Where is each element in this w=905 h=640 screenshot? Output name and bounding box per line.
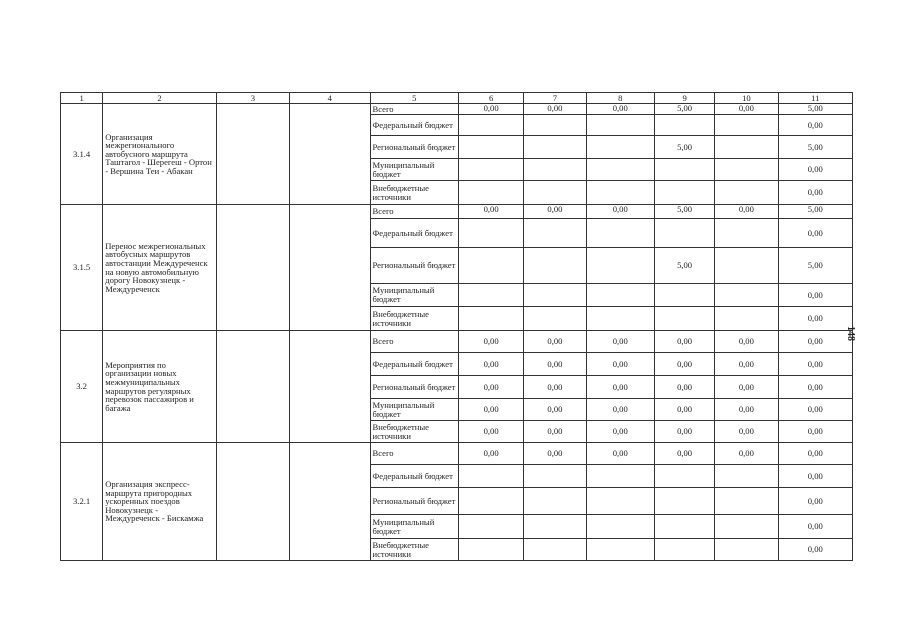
value-cell: [654, 181, 714, 205]
value-cell: [586, 307, 654, 331]
funding-source: Внебюджетные источники: [370, 181, 458, 205]
funding-source: Муниципальный бюджет: [370, 399, 458, 421]
value-cell: [715, 488, 778, 515]
value-cell: [524, 219, 586, 248]
value-cell: 0,00: [524, 205, 586, 219]
empty-cell: [216, 443, 289, 561]
value-cell: 0,00: [715, 331, 778, 353]
value-cell: [458, 488, 523, 515]
value-cell: 0,00: [778, 399, 852, 421]
funding-source: Федеральный бюджет: [370, 115, 458, 136]
value-cell: 0,00: [586, 104, 654, 115]
measure-name: Организация экспресс-маршрута пригородных ускоренных поездов Новокузнецк - Междуреченск - Бискамжа: [103, 443, 217, 561]
funding-source: Региональный бюджет: [370, 248, 458, 284]
value-cell: [458, 159, 523, 181]
value-cell: [524, 248, 586, 284]
value-cell: [715, 515, 778, 539]
value-cell: 0,00: [458, 443, 523, 465]
value-cell: [524, 136, 586, 159]
value-cell: 5,00: [778, 248, 852, 284]
value-cell: 0,00: [458, 421, 523, 443]
empty-cell: [216, 104, 289, 205]
value-cell: 5,00: [654, 136, 714, 159]
column-number: 7: [524, 93, 586, 104]
funding-source: Федеральный бюджет: [370, 465, 458, 488]
funding-source: Региональный бюджет: [370, 136, 458, 159]
value-cell: 0,00: [778, 515, 852, 539]
value-cell: [586, 248, 654, 284]
column-number: 8: [586, 93, 654, 104]
value-cell: [715, 248, 778, 284]
value-cell: 0,00: [586, 421, 654, 443]
value-cell: 0,00: [654, 331, 714, 353]
funding-source: Федеральный бюджет: [370, 353, 458, 376]
value-cell: 0,00: [715, 205, 778, 219]
value-cell: [458, 248, 523, 284]
table-row: [61, 104, 853, 115]
column-number: 5: [370, 93, 458, 104]
value-cell: [458, 181, 523, 205]
value-cell: 0,00: [458, 104, 523, 115]
value-cell: 0,00: [586, 353, 654, 376]
value-cell: [524, 181, 586, 205]
value-cell: [458, 219, 523, 248]
value-cell: [458, 136, 523, 159]
value-cell: 5,00: [778, 136, 852, 159]
column-number: 3: [216, 93, 289, 104]
value-cell: 0,00: [458, 353, 523, 376]
measure-code: 3.2: [61, 331, 103, 443]
value-cell: 0,00: [654, 399, 714, 421]
column-number: 4: [290, 93, 370, 104]
value-cell: 0,00: [715, 421, 778, 443]
value-cell: [654, 488, 714, 515]
funding-source: Всего: [370, 104, 458, 115]
value-cell: [586, 136, 654, 159]
value-cell: [458, 515, 523, 539]
column-number: 11: [778, 93, 852, 104]
value-cell: [586, 159, 654, 181]
value-cell: 0,00: [654, 421, 714, 443]
value-cell: [458, 539, 523, 561]
value-cell: [715, 136, 778, 159]
funding-source: Всего: [370, 443, 458, 465]
value-cell: [524, 115, 586, 136]
measure-name: Перенос межрегиональных автобусных маршрутов автостанции Междуреченск на новую автомобильную дорогу Новокузнецк - Междуреченск: [103, 205, 217, 331]
value-cell: 0,00: [715, 376, 778, 399]
value-cell: [586, 115, 654, 136]
measure-code: 3.1.5: [61, 205, 103, 331]
column-number: 6: [458, 93, 523, 104]
budget-table: [60, 92, 853, 561]
table-row: [61, 443, 853, 465]
value-cell: [524, 284, 586, 307]
value-cell: 0,00: [778, 331, 852, 353]
value-cell: [458, 465, 523, 488]
funding-source: Всего: [370, 205, 458, 219]
empty-cell: [216, 331, 289, 443]
funding-source: Муниципальный бюджет: [370, 515, 458, 539]
measure-code: 3.1.4: [61, 104, 103, 205]
value-cell: [586, 465, 654, 488]
funding-source: Всего: [370, 331, 458, 353]
value-cell: [654, 465, 714, 488]
value-cell: [715, 284, 778, 307]
table-row: [61, 331, 853, 353]
value-cell: 0,00: [524, 353, 586, 376]
value-cell: [458, 307, 523, 331]
value-cell: 0,00: [586, 376, 654, 399]
value-cell: 0,00: [586, 331, 654, 353]
value-cell: 0,00: [778, 307, 852, 331]
value-cell: [654, 307, 714, 331]
funding-source: Внебюджетные источники: [370, 307, 458, 331]
table-row: [61, 205, 853, 219]
value-cell: [715, 181, 778, 205]
value-cell: 0,00: [458, 331, 523, 353]
value-cell: [654, 115, 714, 136]
value-cell: [654, 159, 714, 181]
column-number: 9: [654, 93, 714, 104]
value-cell: [524, 488, 586, 515]
value-cell: 0,00: [778, 539, 852, 561]
value-cell: [654, 219, 714, 248]
funding-source: Внебюджетные источники: [370, 539, 458, 561]
empty-cell: [290, 205, 370, 331]
value-cell: 0,00: [524, 376, 586, 399]
value-cell: [458, 284, 523, 307]
value-cell: 0,00: [458, 376, 523, 399]
funding-source: Региональный бюджет: [370, 488, 458, 515]
value-cell: 0,00: [654, 443, 714, 465]
value-cell: 0,00: [778, 353, 852, 376]
value-cell: 0,00: [524, 399, 586, 421]
value-cell: 0,00: [654, 376, 714, 399]
value-cell: 0,00: [778, 219, 852, 248]
value-cell: [524, 465, 586, 488]
measure-code: 3.2.1: [61, 443, 103, 561]
value-cell: 0,00: [524, 331, 586, 353]
value-cell: 0,00: [778, 421, 852, 443]
value-cell: 0,00: [778, 115, 852, 136]
value-cell: 5,00: [654, 104, 714, 115]
value-cell: [524, 307, 586, 331]
value-cell: [458, 115, 523, 136]
value-cell: [586, 219, 654, 248]
value-cell: 0,00: [715, 353, 778, 376]
value-cell: 0,00: [778, 443, 852, 465]
value-cell: 0,00: [778, 465, 852, 488]
column-number: 1: [61, 93, 103, 104]
funding-source: Муниципальный бюджет: [370, 159, 458, 181]
value-cell: 5,00: [654, 248, 714, 284]
value-cell: 0,00: [715, 104, 778, 115]
value-cell: [715, 307, 778, 331]
value-cell: [586, 488, 654, 515]
value-cell: 0,00: [715, 443, 778, 465]
value-cell: 0,00: [586, 205, 654, 219]
value-cell: [524, 515, 586, 539]
value-cell: [586, 539, 654, 561]
value-cell: [524, 539, 586, 561]
page-number: 148: [845, 326, 856, 341]
value-cell: [654, 515, 714, 539]
empty-cell: [290, 443, 370, 561]
value-cell: [715, 465, 778, 488]
value-cell: [586, 181, 654, 205]
value-cell: 5,00: [778, 205, 852, 219]
measure-name: Мероприятия по организации новых межмуниципальных маршрутов регулярных перевозок пассажиров и багажа: [103, 331, 217, 443]
value-cell: 0,00: [778, 284, 852, 307]
value-cell: [654, 284, 714, 307]
value-cell: 0,00: [524, 104, 586, 115]
header-row: [61, 93, 853, 104]
funding-source: Региональный бюджет: [370, 376, 458, 399]
value-cell: 0,00: [778, 181, 852, 205]
value-cell: [715, 159, 778, 181]
column-number: 2: [103, 93, 217, 104]
value-cell: [715, 115, 778, 136]
value-cell: 0,00: [778, 488, 852, 515]
value-cell: [586, 284, 654, 307]
value-cell: 0,00: [524, 421, 586, 443]
value-cell: [654, 539, 714, 561]
value-cell: 0,00: [715, 399, 778, 421]
empty-cell: [290, 331, 370, 443]
funding-source: Внебюджетные источники: [370, 421, 458, 443]
column-number: 10: [715, 93, 778, 104]
value-cell: [715, 219, 778, 248]
value-cell: 0,00: [524, 443, 586, 465]
value-cell: 5,00: [654, 205, 714, 219]
funding-source: Муниципальный бюджет: [370, 284, 458, 307]
value-cell: 0,00: [458, 205, 523, 219]
empty-cell: [216, 205, 289, 331]
value-cell: 0,00: [586, 443, 654, 465]
value-cell: [586, 515, 654, 539]
value-cell: [524, 159, 586, 181]
value-cell: 0,00: [778, 376, 852, 399]
measure-name: Организация межрегионального автобусного маршрута Таштагол - Шерегеш - Ортон - Вершина Теи - Абакан: [103, 104, 217, 205]
value-cell: [715, 539, 778, 561]
value-cell: 0,00: [458, 399, 523, 421]
value-cell: 5,00: [778, 104, 852, 115]
empty-cell: [290, 104, 370, 205]
funding-source: Федеральный бюджет: [370, 219, 458, 248]
value-cell: 0,00: [654, 353, 714, 376]
value-cell: 0,00: [778, 159, 852, 181]
value-cell: 0,00: [586, 399, 654, 421]
